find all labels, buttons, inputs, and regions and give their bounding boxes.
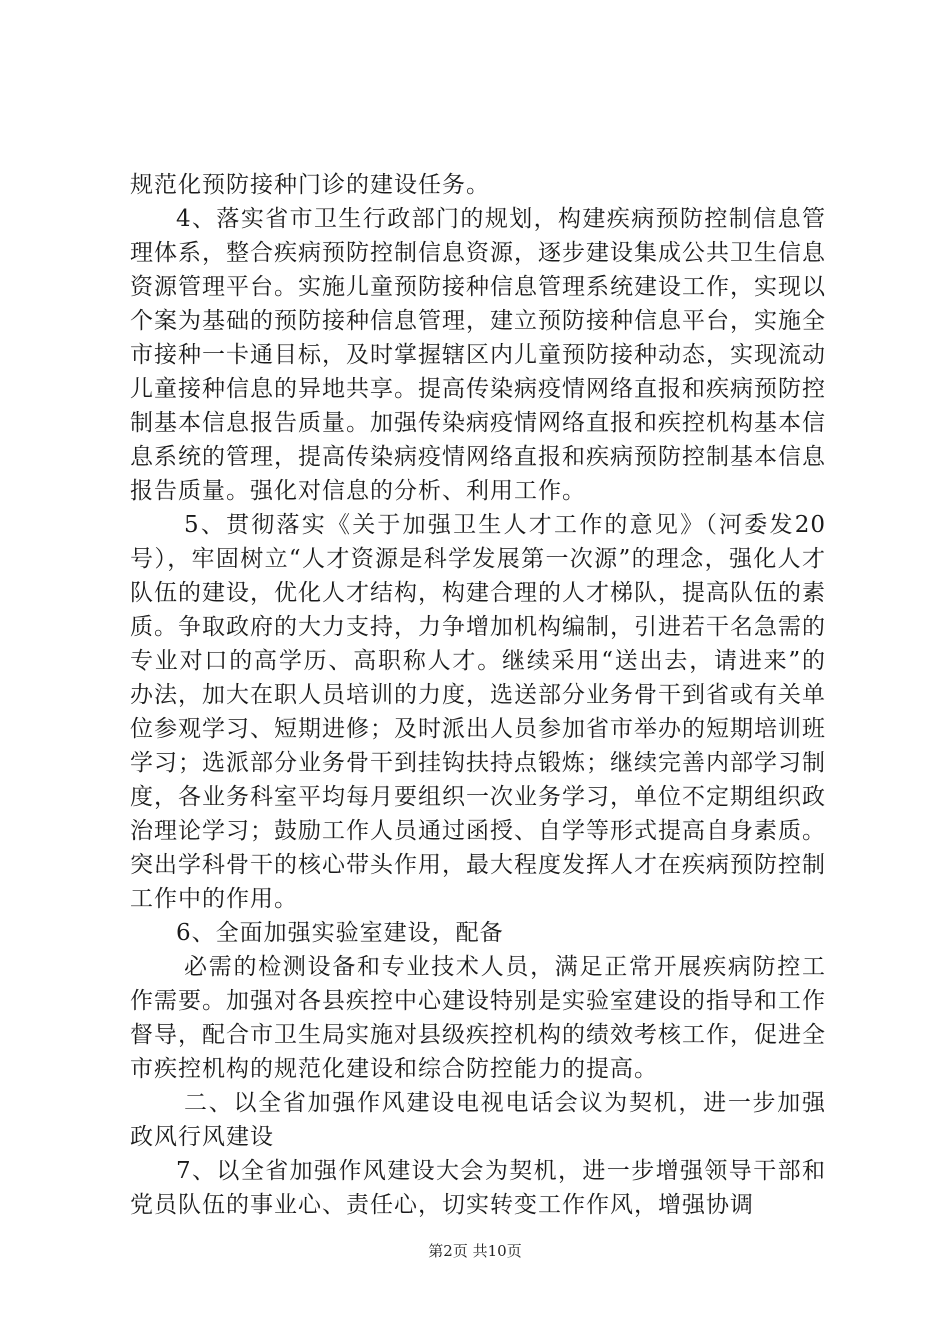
section-heading-2: 二、以全省加强作风建设电视电话会议为契机，进一步加强政风行风建设 xyxy=(130,1090,826,1150)
paragraph-item-7: 7、以全省加强作风建设大会为契机，进一步增强领导干部和党员队伍的事业心、责任心，切实转变工作作风，增强协调 xyxy=(130,1158,826,1218)
paragraph-item-4: 4、落实省市卫生行政部门的规划，构建疾病预防控制信息管理体系，整合疾病预防控制信息资源，逐步建设集成公共卫生信息资源管理平台。实施儿童预防接种信息管理系统建设工作，实现以个案为基础的预防接种信息管理，建立预防接种信息平台，实施全市接种一卡通目标，及时掌握辖区内儿童预防接种动态，实现流动儿童接种信息的异地共享。提高传染病疫情网络直报和疾病预防控制基本信息报告质量。加强传染病疫情网络直报和疾控机构基本信息系统的管理，提高传染病疫情网络直报和疾病预防控制基本信息报告质量。强化对信息的分析、利用工作。 xyxy=(130,206,826,504)
page-footer: 第2页 共10页 xyxy=(428,1242,522,1260)
document-body xyxy=(130,168,826,1222)
paragraph-continuation: 规范化预防接种门诊的建设任务。 xyxy=(130,172,490,198)
paragraph-item-6-continued: 必需的检测设备和专业技术人员，满足正常开展疾病防控工作需要。加强对各县疾控中心建设特别是实验室建设的指导和工作督导，配合市卫生局实施对县级疾控机构的绩效考核工作，促进全市疾控机构的规范化建设和综合防控能力的提高。 xyxy=(130,954,826,1082)
paragraph-item-5: 5、贯彻落实《关于加强卫生人才工作的意见》（河委发20号），牢固树立“人才资源是科学发展第一次源”的理念，强化人才队伍的建设，优化人才结构，构建合理的人才梯队，提高队伍的素质。争取政府的大力支持，力争增加机构编制，引进若干名急需的专业对口的高学历、高职称人才。继续采用“送出去，请进来”的办法，加大在职人员培训的力度，选送部分业务骨干到省或有关单位参观学习、短期进修；及时派出人员参加省市举办的短期培训班学习；选派部分业务骨干到挂钩扶持点锻炼；继续完善内部学习制度，各业务科室平均每月要组织一次业务学习，单位不定期组织政治理论学习；鼓励工作人员通过函授、自学等形式提高自身素质。突出学科骨干的核心带头作用，最大程度发挥人才在疾病预防控制工作中的作用。 xyxy=(130,512,826,912)
paragraph-item-6: 6、全面加强实验室建设，配备 xyxy=(176,920,504,946)
